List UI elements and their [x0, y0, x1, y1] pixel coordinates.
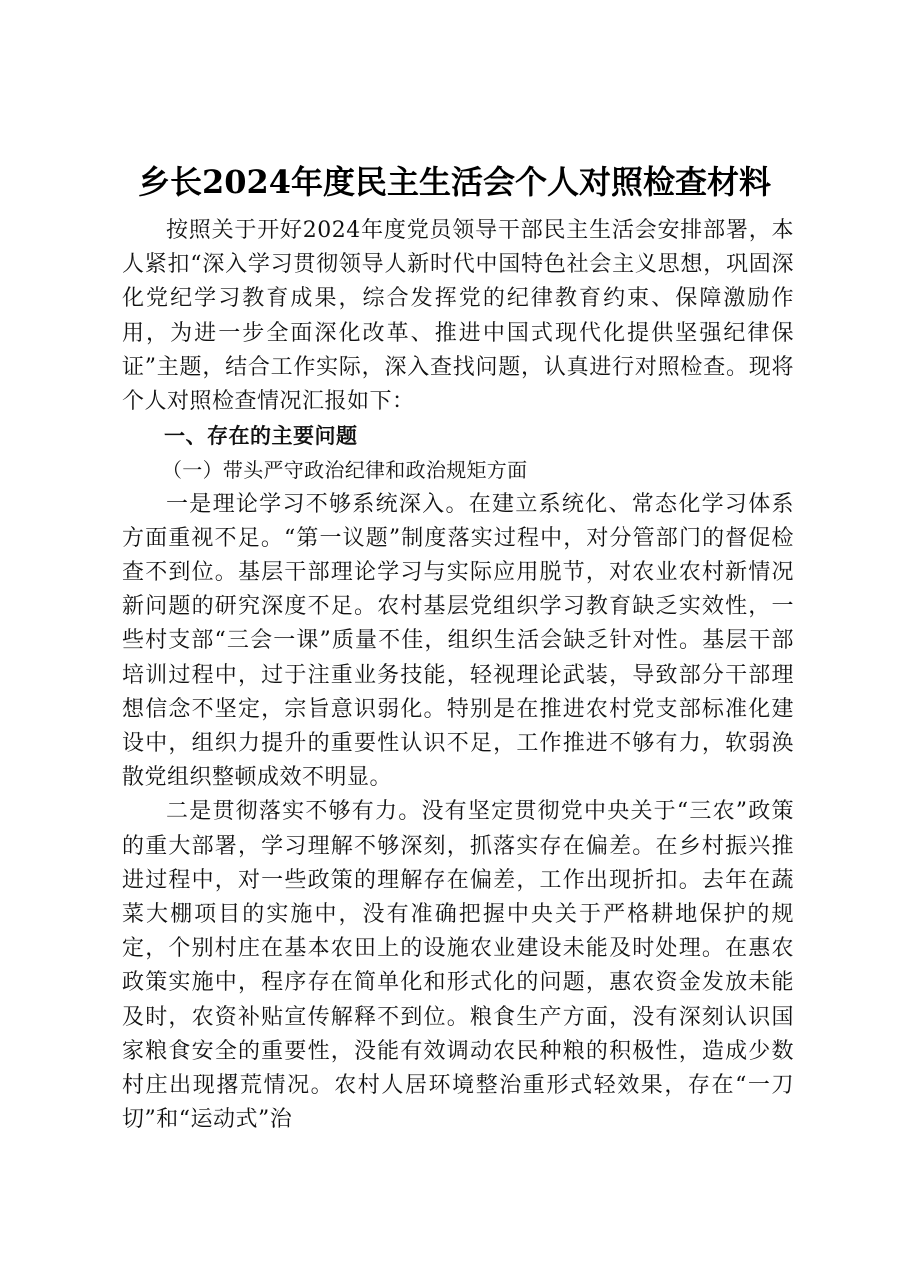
intro-paragraph: 按照关于开好2024年度党员领导干部民主生活会安排部署，本人紧扣“深入学习贯彻领导人新时代中国特色社会主义思想，巩固深化党纪学习教育成果，综合发挥党的纪律教育约束、保障激励作用，为进一步全面深化改革、推进中国式现代化提供坚强纪律保证”主题，结合工作实际，深入查找问题，认真进行对照检查。现将个人对照检查情况汇报如下： — [122, 218, 794, 415]
body-paragraph-1: 一是理论学习不够系统深入。在建立系统化、常态化学习体系方面重视不足。“第一议题”制度落实过程中，对分管部门的督促检查不到位。基层干部理论学习与实际应用脱节，对农业农村新情况新问题的研究深度不足。农村基层党组织学习教育缺乏实效性，一些村支部“三会一课”质量不佳，组织生活会缺乏针对性。基层干部培训过程中，过于注重业务技能，轻视理论武装，导致部分干部理想信念不坚定，宗旨意识弱化。特别是在推进农村党支部标准化建设中，组织力提升的重要性认识不足，工作推进不够有力，软弱涣散党组织整顿成效不明显。 — [122, 491, 794, 791]
body-paragraph-2: 二是贯彻落实不够有力。没有坚定贯彻党中央关于“三农”政策的重大部署，学习理解不够深刻，抓落实存在偏差。在乡村振兴推进过程中，对一些政策的理解存在偏差，工作出现折扣。去年在蔬菜大棚项目的实施中，没有准确把握中央关于严格耕地保护的规定，个别村庄在基本农田上的设施农业建设未能及时处理。在惠农政策实施中，程序存在简单化和形式化的问题，惠农资金发放未能及时，农资补贴宣传解释不到位。粮食生产方面，没有深刻认识国家粮食安全的重要性，没能有效调动农民种粮的积极性，造成少数村庄出现撂荒情况。农村人居环境整治重形式轻效果，存在“一刀切”和“运动式”治 — [122, 799, 794, 1133]
section-heading: 一、存在的主要问题 — [164, 424, 358, 449]
document-body — [122, 214, 794, 1137]
subsection-heading: （一）带头严守政治纪律和政治规矩方面 — [162, 458, 528, 483]
document-title: 乡长2024年度民主生活会个人对照检查材料 — [137, 163, 772, 201]
